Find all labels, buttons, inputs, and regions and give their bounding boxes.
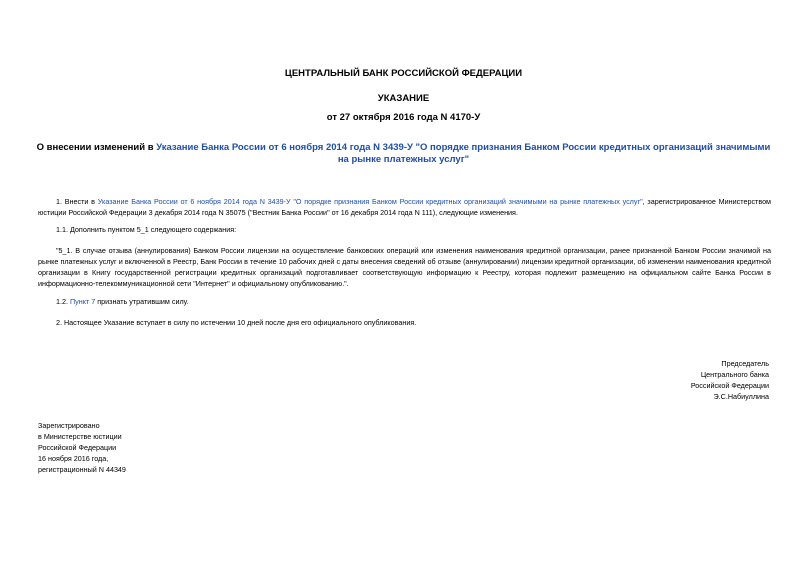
signature-line-1: Председатель: [721, 359, 769, 368]
paragraph-5-1: "5_1. В случае отзыва (аннулирования) Банком России лицензии на осуществление банковских операций или изменения наименования кредитной организации, ранее признанной Банком России значимой на рынке платежных услуг и включенной в Реестр, Банк России в течение 10 рабочих дней с даты внесения сведений об отзыве (аннулировании) лицензии кредитной организации, об изменении наименования кредитной организации в Книгу государственной регистрации кредитных организаций подготавливает соответствующую информацию к Реестру, которая подлежит размещению на официальном сайте Банка России в информационно-телекоммуникационной сети "Интернет" и официальному опубликованию.".: [38, 246, 771, 288]
para12-link[interactable]: Пункт 7: [70, 297, 96, 306]
signature-line-2: Центрального банка: [700, 370, 769, 379]
org-heading: ЦЕНТРАЛЬНЫЙ БАНК РОССИЙСКОЙ ФЕДЕРАЦИИ: [284, 68, 523, 79]
doc-type-heading: УКАЗАНИЕ: [377, 93, 430, 104]
signature-line-3: Российской Федерации: [690, 381, 769, 390]
paragraph-2: 2. Настоящее Указание вступает в силу по истечении 10 дней после дня его официального опубликования.: [56, 318, 417, 327]
para1-link[interactable]: Указание Банка России от 6 ноября 2014 года N 3439-У "О порядке признания Банком России кредитных организаций значимыми на рынке платежных услуг": [97, 197, 643, 206]
registration-block: [38, 420, 126, 475]
para12-suffix: признать утратившим силу.: [95, 297, 189, 306]
title-prefix: О внесении изменений в: [36, 142, 157, 153]
document-title: [30, 142, 777, 166]
paragraph-1: [38, 196, 771, 218]
registration-line-4: 16 ноября 2016 года,: [38, 454, 109, 463]
paragraph-1-2: [38, 296, 771, 307]
para1-prefix: 1. Внести в: [56, 197, 98, 206]
para1-suffix: , зарегистрированное Министерством юстиции Российской Федерации 3 декабря 2014 года N 35075 ("Вестник Банка России" от 16 декабря 2014 года N 111), следующие изменения.: [38, 197, 772, 217]
signature-line-4: Э.С.Набиуллина: [713, 392, 769, 401]
paragraph-1-1: 1.1. Дополнить пунктом 5_1 следующего содержания:: [56, 225, 237, 234]
registration-line-1: Зарегистрировано: [38, 421, 100, 430]
registration-line-3: Российской Федерации: [38, 443, 117, 452]
registration-line-2: в Министерстве юстиции: [38, 432, 122, 441]
registration-line-5: регистрационный N 44349: [38, 465, 126, 474]
para12-prefix: 1.2.: [56, 297, 70, 306]
signature-block: [691, 358, 769, 402]
title-link[interactable]: Указание Банка России от 6 ноября 2014 года N 3439-У "О порядке признания Банком России кредитных организаций значимыми на рынке платежных услуг": [156, 142, 771, 165]
date-number-heading: от 27 октября 2016 года N 4170-У: [326, 112, 481, 123]
